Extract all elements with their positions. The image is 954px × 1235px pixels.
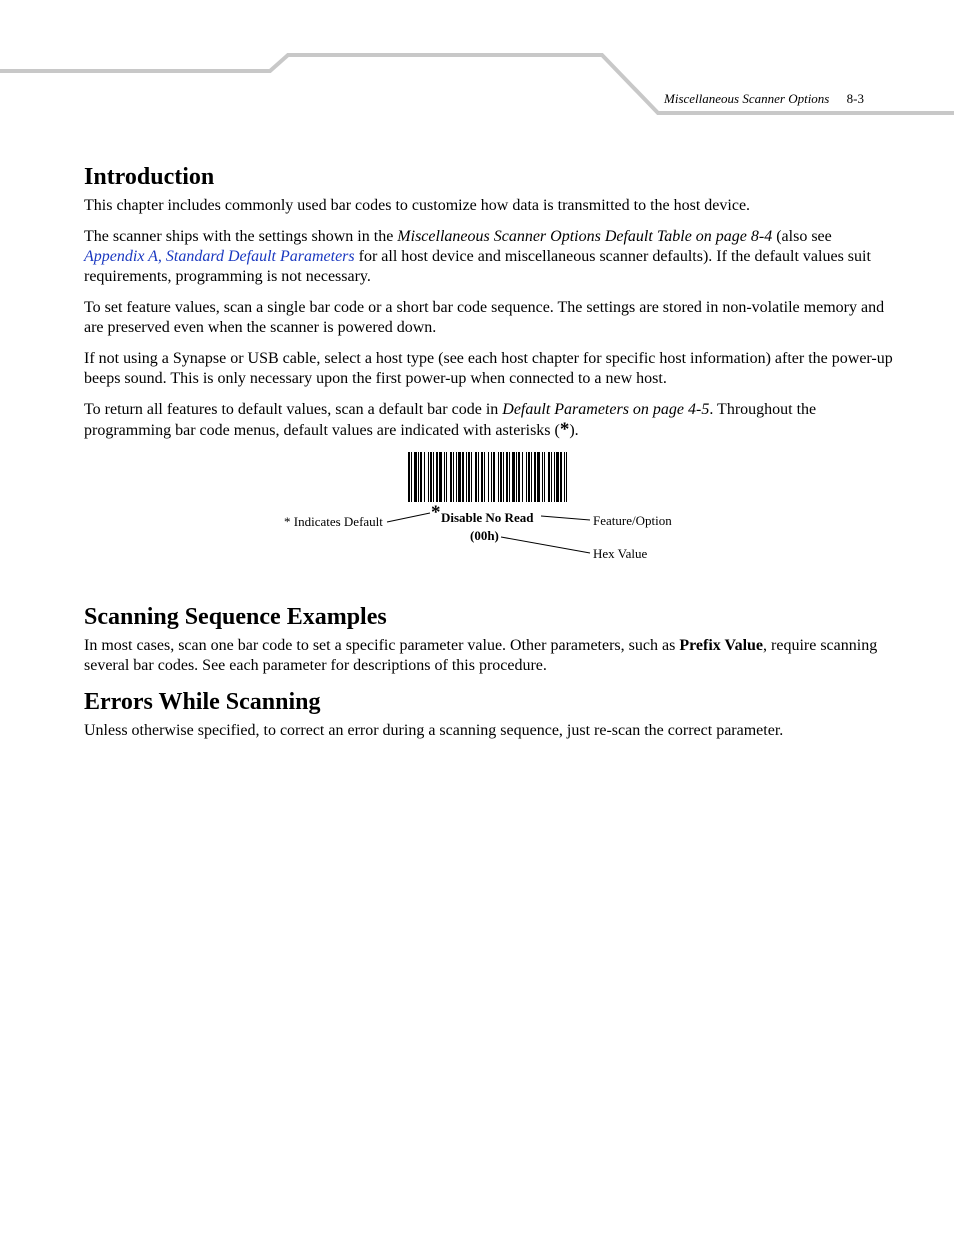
barcode-bar	[444, 452, 445, 502]
barcode-bar	[548, 452, 550, 502]
barcode-bar	[446, 452, 447, 502]
barcode-bar	[537, 452, 540, 502]
default-parameters-reference: Default Parameters on page 4-5	[502, 401, 710, 418]
barcode-bar	[500, 452, 502, 502]
intro-paragraph-3: To set feature values, scan a single bar code or a short bar code sequence. The settings are stored in non-volatile memory and are preserved even when the scanner is powered down.	[84, 299, 885, 336]
barcode-bar	[526, 452, 527, 502]
barcode-bar	[518, 452, 520, 502]
barcode-bar	[512, 452, 515, 502]
barcode-bar	[430, 452, 432, 502]
scanning-sequence-heading: Scanning Sequence Examples	[84, 604, 387, 630]
barcode-bar	[478, 452, 479, 502]
barcode-bar	[466, 452, 467, 502]
barcode-bar	[418, 452, 419, 502]
text-span: ).	[569, 422, 579, 439]
default-asterisk: *	[431, 502, 441, 523]
text-span: . Throughout the programming bar code menus, default values are indicated with asterisks (	[84, 401, 817, 439]
text-span: In most cases, scan one bar code to set a specific parameter value. Other parameters, such as	[84, 637, 680, 654]
barcode-bar	[566, 452, 567, 502]
text-span: , require scanning several bar codes. See each parameter for descriptions of this procedure.	[84, 637, 878, 674]
leader-line-hex	[501, 537, 590, 553]
barcode-bar	[542, 452, 543, 502]
scanning-sequence-paragraph	[84, 636, 896, 676]
barcode-bar	[544, 452, 545, 502]
barcode-bar	[488, 452, 489, 502]
intro-paragraph-2	[84, 227, 896, 287]
barcode-bar	[493, 452, 495, 502]
page-content	[84, 162, 896, 752]
barcode-bar	[450, 452, 452, 502]
barcode-bar	[556, 452, 559, 502]
barcode-bar	[475, 452, 477, 502]
barcode-bar	[531, 452, 532, 502]
text-span: (also see	[772, 228, 832, 245]
page-number: 8-3	[846, 91, 864, 106]
barcode-bar	[509, 452, 510, 502]
introduction-heading: Introduction	[84, 164, 215, 190]
text-span: The scanner ships with the settings shown in the	[84, 228, 398, 245]
barcode-legend-figure	[84, 452, 896, 602]
running-header	[664, 91, 864, 107]
text-span: for all host device and miscellaneous scanner defaults). If the default values suit requirements, programming is not necessary.	[84, 248, 871, 285]
barcode-bar	[481, 452, 483, 502]
barcode-bar	[528, 452, 530, 502]
barcode-bar	[468, 452, 470, 502]
asterisk-symbol: *	[559, 419, 570, 440]
barcode-bar	[428, 452, 429, 502]
running-title: Miscellaneous Scanner Options	[664, 91, 830, 106]
barcode-bar	[436, 452, 438, 502]
barcode-bar	[484, 452, 485, 502]
prefix-value-term: Prefix Value	[679, 637, 764, 654]
leader-line-feature	[541, 516, 590, 520]
barcode-bar	[516, 452, 517, 502]
barcode-bar	[503, 452, 504, 502]
barcode-bar	[433, 452, 434, 502]
barcode-figure-graphics	[84, 452, 896, 602]
barcode-bar	[453, 452, 454, 502]
barcode-bar	[554, 452, 555, 502]
indicates-default-label: * Indicates Default	[284, 514, 383, 529]
barcode-bar	[564, 452, 565, 502]
feature-option-label: Feature/Option	[593, 513, 672, 528]
barcode-bar	[506, 452, 508, 502]
barcode-bar	[498, 452, 499, 502]
text-span: To return all features to default values, scan a default bar code in	[84, 401, 503, 418]
intro-paragraph-4: If not using a Synapse or USB cable, select a host type (see each host chapter for specific host information) after the power-up beeps sound. This is only necessary upon the first power-up when connected to a new host.	[84, 350, 893, 387]
appendix-a-link[interactable]: Appendix A, Standard Default Parameters	[84, 248, 355, 265]
barcode-bar	[420, 452, 422, 502]
barcode-bar	[471, 452, 472, 502]
table-reference: Miscellaneous Scanner Options Default Table on page 8-4	[397, 228, 773, 245]
barcode-bar	[424, 452, 425, 502]
barcode-bar	[560, 452, 562, 502]
barcode-bar	[462, 452, 464, 502]
barcode-bar	[408, 452, 410, 502]
barcode-bar	[439, 452, 442, 502]
intro-paragraph-5	[84, 400, 896, 441]
hex-value-label: Hex Value	[593, 546, 648, 561]
option-name: Disable No Read	[441, 510, 534, 525]
barcode-bar	[522, 452, 523, 502]
barcode-bar	[458, 452, 461, 502]
barcode-bar	[414, 452, 417, 502]
option-hex-code: (00h)	[470, 528, 499, 543]
barcode-bar	[551, 452, 552, 502]
barcode-bar	[491, 452, 492, 502]
barcode-bar	[411, 452, 412, 502]
errors-heading: Errors While Scanning	[84, 689, 321, 715]
barcode-bar	[456, 452, 457, 502]
leader-line-default	[387, 513, 430, 522]
errors-paragraph: Unless otherwise specified, to correct an error during a scanning sequence, just re-scan the correct parameter.	[84, 722, 784, 739]
intro-paragraph-1: This chapter includes commonly used bar codes to customize how data is transmitted to the host device.	[84, 197, 751, 214]
barcode-bar	[534, 452, 536, 502]
barcode-image	[408, 452, 567, 502]
